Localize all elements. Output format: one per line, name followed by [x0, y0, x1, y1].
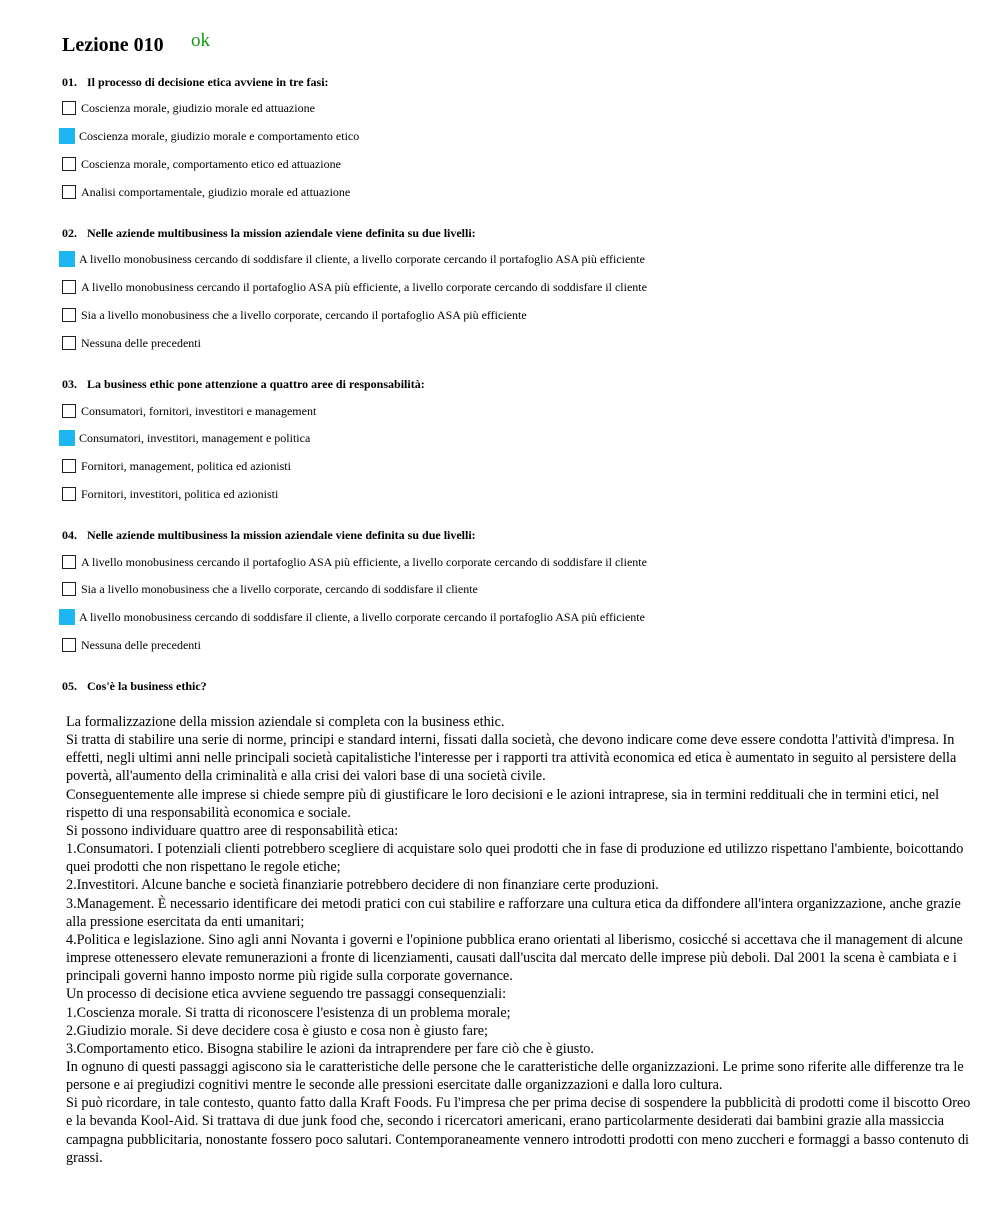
option-label: Nessuna delle precedenti	[81, 335, 201, 350]
option-label: Fornitori, investitori, politica ed azionisti	[81, 486, 279, 501]
question-03	[62, 374, 962, 501]
question-text: Il processo di decisione etica avviene in tre fasi:	[87, 75, 329, 89]
question-02	[62, 223, 962, 350]
question-number: 04.	[62, 528, 77, 542]
option[interactable]	[62, 635, 201, 655]
option-label: Consumatori, fornitori, investitori e management	[81, 403, 317, 418]
option[interactable]	[62, 552, 647, 572]
answer-paragraph: Un processo di decisione etica avviene seguendo tre passaggi consequenziali:	[66, 986, 507, 1003]
question-title	[62, 525, 962, 545]
option-label: A livello monobusiness cercando di soddisfare il cliente, a livello corporate cercando il portafoglio ASA più efficiente	[79, 609, 645, 624]
question-number: 01.	[62, 75, 77, 89]
question-title	[62, 374, 962, 394]
option-label: Nessuna delle precedenti	[81, 637, 201, 652]
option-label: Coscienza morale, comportamento etico ed attuazione	[81, 156, 341, 171]
option-label: Consumatori, investitori, management e politica	[79, 430, 311, 445]
option-checkbox[interactable]	[62, 308, 76, 322]
option-checkbox[interactable]	[62, 459, 76, 473]
question-text: Nelle aziende multibusiness la mission aziendale viene definita su due livelli:	[87, 528, 476, 542]
answer-paragraph: 2.Investitori. Alcune banche e società finanziarie potrebbero decidere di non finanziare certe produzioni.	[66, 877, 659, 894]
question-text: Cos'è la business ethic?	[87, 679, 207, 693]
answer-paragraph: 2.Giudizio morale. Si deve decidere cosa è giusto e cosa non è giusto fare;	[66, 1022, 488, 1039]
answer-paragraph: 4.Politica e legislazione. Sino agli anni Novanta i governi e l'opinione pubblica erano orientati al liberismo, cosicché si accettava che il management di alcune imprese ottenessero elevate remunerazioni a fronte di licenziamenti, causati dall'uscita dal mercato delle imprese più deboli. Dal 2001 la scena è cambiata e i principali governi hanno imposto norme più rigide sulla corporate governance.	[66, 931, 963, 985]
option-checkbox[interactable]	[62, 404, 76, 418]
option-label: Sia a livello monobusiness che a livello corporate, cercando di soddisfare il cliente	[81, 581, 478, 596]
question-number: 02.	[62, 226, 77, 240]
option-checkbox[interactable]	[62, 280, 76, 294]
option-label: Analisi comportamentale, giudizio morale ed attuazione	[81, 184, 351, 199]
question-number: 05.	[62, 679, 77, 693]
option[interactable]	[62, 277, 647, 297]
option-checkbox[interactable]	[62, 638, 76, 652]
option-checkbox-checked[interactable]	[59, 609, 75, 625]
option[interactable]	[62, 484, 278, 504]
answer-text	[66, 713, 978, 1167]
option[interactable]	[62, 154, 341, 174]
option-label: A livello monobusiness cercando di soddisfare il cliente, a livello corporate cercando il portafoglio ASA più efficiente	[79, 251, 645, 266]
answer-paragraph: 1.Coscienza morale. Si tratta di riconoscere l'esistenza di un problema morale;	[66, 1004, 511, 1021]
question-05	[62, 676, 962, 696]
question-title	[62, 72, 962, 92]
option[interactable]	[62, 333, 201, 353]
answer-paragraph: Si tratta di stabilire una serie di norme, principi e standard interni, fissati dalla società, che devono indicare come deve essere condotta l'attività d'impresa. In effetti, negli ultimi anni nelle principali società capitalistiche l'interesse per i rapporti tra attività economica ed etica è aumentato in seguito al persistere della povertà, all'aumento della criminalità e alla crisi dei valori base di una società civile.	[66, 732, 957, 785]
option-checkbox[interactable]	[62, 185, 76, 199]
answer-paragraph: 3.Management. È necessario identificare dei metodi pratici con cui stabilire e rafforzare una cultura etica da diffondere all'intera organizzazione, anche grazie alla pressione esercitata da enti umanitari;	[66, 895, 961, 930]
option-label: A livello monobusiness cercando il portafoglio ASA più efficiente, a livello corporate cercando di soddisfare il cliente	[81, 279, 647, 294]
lesson-title: Lezione 010	[62, 34, 164, 56]
option[interactable]	[62, 249, 645, 269]
answer-paragraph: In ognuno di questi passaggi agiscono sia le caratteristiche delle persone che le caratteristiche delle organizzazioni. Le prime sono riferite alle differenze tra le persone e ai pregiudizi cognitivi mentre le seconde alle pressioni esercitate dalle organizzazioni e dalla loro cultura.	[66, 1058, 964, 1094]
option-checkbox[interactable]	[62, 582, 76, 596]
option[interactable]	[62, 579, 478, 599]
answer-paragraph: La formalizzazione della mission aziendale si completa con la business ethic.	[66, 714, 505, 730]
option[interactable]	[62, 126, 359, 146]
option[interactable]	[62, 428, 310, 448]
option-label: Fornitori, management, politica ed azionisti	[81, 458, 291, 473]
option-label: Sia a livello monobusiness che a livello corporate, cercando il portafoglio ASA più efficiente	[81, 307, 527, 322]
question-text: La business ethic pone attenzione a quattro aree di responsabilità:	[87, 377, 425, 391]
option[interactable]	[62, 305, 527, 325]
option-checkbox[interactable]	[62, 555, 76, 569]
option[interactable]	[62, 182, 350, 202]
option-checkbox[interactable]	[62, 101, 76, 115]
option-checkbox-checked[interactable]	[59, 128, 75, 144]
answer-paragraph: Conseguentemente alle imprese si chiede sempre più di giustificare le loro decisioni e le azioni intraprese, sia in termini reddituali che in termini etici, nel rispetto di una responsabilità economica e sociale.	[66, 786, 940, 821]
option-checkbox[interactable]	[62, 157, 76, 171]
option-checkbox-checked[interactable]	[59, 430, 75, 446]
option-checkbox[interactable]	[62, 487, 76, 501]
option[interactable]	[62, 456, 291, 476]
option[interactable]	[62, 98, 315, 118]
option-label: A livello monobusiness cercando il portafoglio ASA più efficiente, a livello corporate cercando di soddisfare il cliente	[81, 554, 647, 569]
question-text: Nelle aziende multibusiness la mission aziendale viene definita su due livelli:	[87, 226, 476, 240]
option-checkbox-checked[interactable]	[59, 251, 75, 267]
question-04	[62, 525, 962, 652]
option[interactable]	[62, 607, 645, 627]
question-number: 03.	[62, 377, 77, 391]
answer-paragraph: Si possono individuare quattro aree di responsabilità etica:	[66, 822, 399, 839]
answer-paragraph: Si può ricordare, in tale contesto, quanto fatto dalla Kraft Foods. Fu l'impresa che per prima decise di sospendere la pubblicità di prodotti come il biscotto Oreo e la bevanda Kool-Aid. Si trattava di due junk food che, secondo i ricercatori americani, erano particolarmente desiderati dai bambini grazie alla massiccia campagna pubblicitaria, nonostante fossero poco salutari. Contemporaneamente vennero introdotti prodotti con meno zuccheri e formaggi a basso contenuto di grassi.	[66, 1095, 971, 1166]
answer-paragraph: 1.Consumatori. I potenziali clienti potrebbero scegliere di acquistare solo quei prodotti che in fase di produzione ed utilizzo rispettano l'ambiente, boicottando quei prodotti che non rispettano le regole etiche;	[66, 841, 964, 876]
question-title	[62, 676, 962, 696]
answer-paragraph: 3.Comportamento etico. Bisogna stabilire le azioni da intraprendere per fare ciò che è giusto.	[66, 1040, 594, 1057]
question-01	[62, 72, 962, 199]
question-title	[62, 223, 962, 243]
option[interactable]	[62, 401, 316, 421]
option-label: Coscienza morale, giudizio morale ed attuazione	[81, 100, 315, 115]
option-label: Coscienza morale, giudizio morale e comportamento etico	[79, 128, 360, 143]
option-checkbox[interactable]	[62, 336, 76, 350]
ok-status: ok	[191, 30, 210, 51]
